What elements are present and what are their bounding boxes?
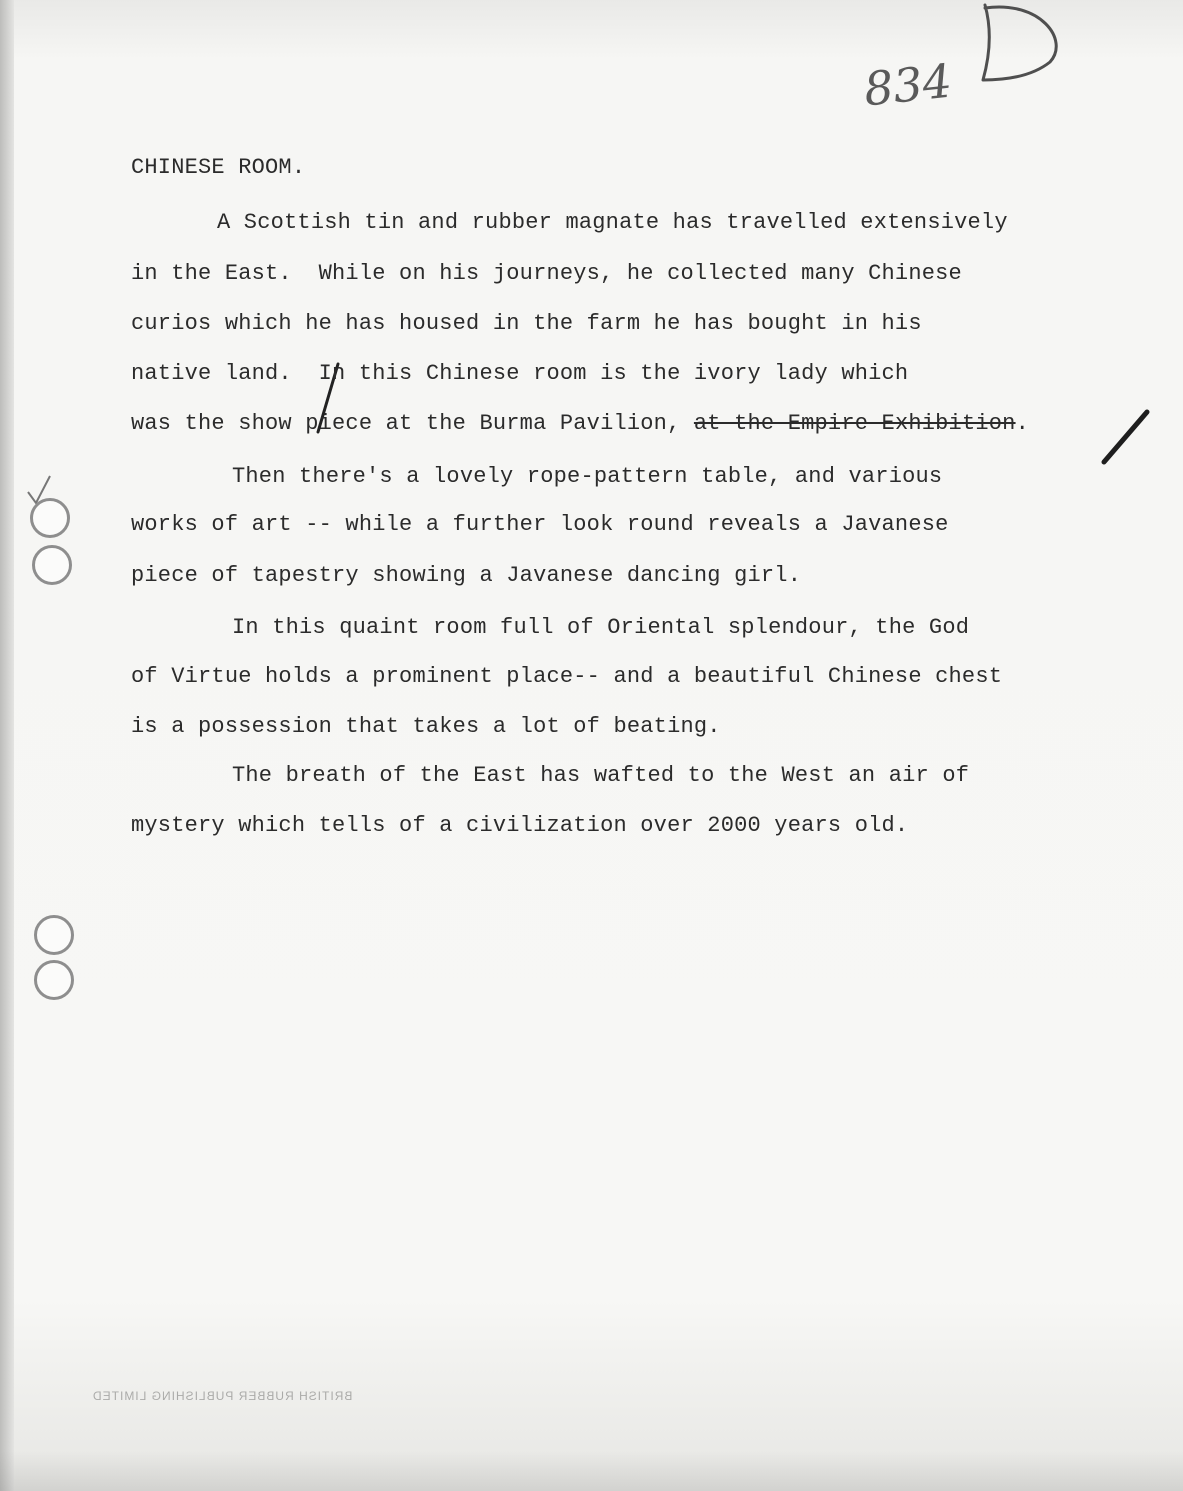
text-line-main: was the show piece at the Burma Pavilion, xyxy=(131,411,681,436)
text-line: native land. In this Chinese room is the ivory lady which xyxy=(131,361,909,386)
text-line: of Virtue holds a prominent place-- and a beautiful Chinese chest xyxy=(131,664,1003,689)
handwritten-page-number: 834 xyxy=(861,53,955,117)
punch-hole xyxy=(34,915,74,955)
text-line: is a possession that takes a lot of beating. xyxy=(131,714,721,739)
punch-hole xyxy=(30,498,70,538)
text-line: The breath of the East has wafted to the West an air of xyxy=(232,763,970,788)
text-line: Then there's a lovely rope-pattern table, and various xyxy=(232,464,943,489)
text-line: A Scottish tin and rubber magnate has travelled extensively xyxy=(217,210,1008,235)
struck-suffix: . xyxy=(1015,411,1029,436)
text-line: works of art -- while a further look round reveals a Javanese xyxy=(131,512,949,537)
text-line: piece of tapestry showing a Javanese dancing girl. xyxy=(131,563,802,588)
document-title: CHINESE ROOM. xyxy=(131,155,306,180)
text-line: in the East. While on his journeys, he collected many Chinese xyxy=(131,261,962,286)
paper-imprint: BRITISH RUBBER PUBLISHING LIMITED xyxy=(92,1389,353,1403)
text-line: curios which he has housed in the farm he has bought in his xyxy=(131,311,922,336)
handwritten-d-mark xyxy=(983,5,1056,80)
text-line: mystery which tells of a civilization over 2000 years old. xyxy=(131,813,909,838)
punch-hole xyxy=(32,545,72,585)
text-line xyxy=(131,411,1029,436)
pen-stroke-end-mark xyxy=(1104,412,1147,462)
struck-out-text: at the Empire Exhibition xyxy=(693,411,1016,436)
text-line: In this quaint room full of Oriental splendour, the God xyxy=(232,615,970,640)
punch-hole xyxy=(34,960,74,1000)
